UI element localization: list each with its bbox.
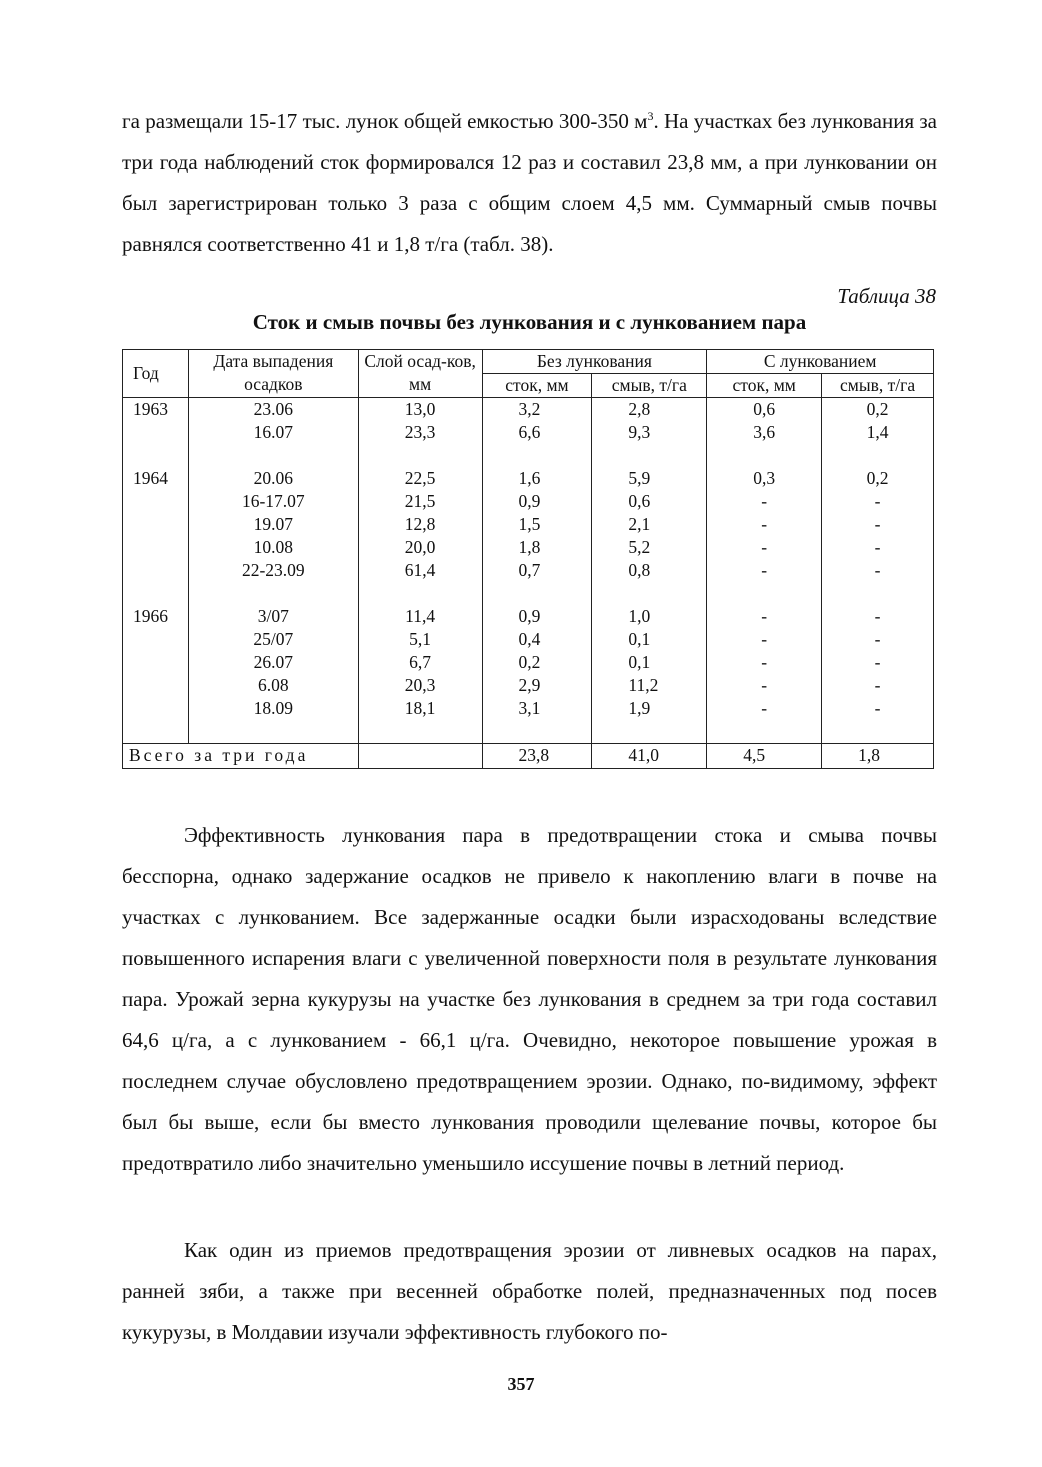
- superscript-3: 3: [647, 109, 654, 123]
- cell-date: 20.06: [188, 467, 358, 490]
- total-layer: [358, 744, 482, 769]
- cell-year: [123, 628, 189, 651]
- spacer-cell: [482, 720, 592, 744]
- spacer-cell: [123, 444, 189, 467]
- cell-washout-without: 2,8: [592, 398, 707, 422]
- cell-runoff-without: 1,6: [482, 467, 592, 490]
- spacer-cell: [358, 582, 482, 605]
- total-runoff-with: 4,5: [707, 744, 822, 769]
- cell-runoff-with: 0,3: [707, 467, 822, 490]
- spacer-row: [123, 444, 934, 467]
- spacer-cell: [358, 444, 482, 467]
- table-row: [123, 559, 934, 582]
- paragraph-methods: Как один из приемов предотвращения эрозии от ливневых осадков на парах, ранней зяби, а также при весенней обработке полей, предназначенных под посев кукурузы, в Молдавии изучали эффективность глубокого по-: [122, 1238, 937, 1344]
- cell-runoff-without: 1,5: [482, 513, 592, 536]
- cell-runoff-without: 0,9: [482, 605, 592, 628]
- cell-runoff-without: 0,9: [482, 490, 592, 513]
- header-without: Без лункования: [482, 350, 707, 374]
- spacer-cell: [592, 720, 707, 744]
- cell-runoff-with: -: [707, 628, 822, 651]
- cell-washout-without: 5,2: [592, 536, 707, 559]
- cell-layer: 20,3: [358, 674, 482, 697]
- table-row: [123, 674, 934, 697]
- cell-runoff-without: 0,7: [482, 559, 592, 582]
- spacer-cell: [358, 720, 482, 744]
- paragraph-effectiveness: Эффективность лункования пара в предотвращении стока и смыва почвы бесспорна, однако задержание осадков не привело к накоплению влаги в почве на участках с лункованием. Все задержанные осадки были израсходованы вследствие повышенного испарения влаги с увеличенной поверхности поля в результате лункования пара. Урожай зерна кукурузы на участке без лункования в среднем за три года составил 64,6 ц/га, а с лункованием - 66,1 ц/га. Очевидно, некоторое повышение урожая в последнем случае обусловлено предотвращением эрозии. Однако, по-видимому, эффект был бы выше, если бы вместо лункования проводили щелевание почвы, которое бы предотвратило либо значительно уменьшило иссушение почвы в летний период.: [122, 823, 937, 1175]
- cell-year: [123, 536, 189, 559]
- spacer-cell: [707, 582, 822, 605]
- cell-date: 25/07: [188, 628, 358, 651]
- cell-runoff-without: 0,4: [482, 628, 592, 651]
- cell-layer: 6,7: [358, 651, 482, 674]
- cell-washout-with: -: [822, 628, 934, 651]
- paragraph-intro-text-cont: . На участках без лункования за три года наблюдений сток формировался 12 раз и составил 23,8 мм, а при лунковании он был зарегистрирован только 3 раза с общим слоем 4,5 мм. Суммарный смыв почвы равнялся соответственно 41 и 1,8 т/га (табл. 38).: [122, 109, 937, 256]
- spacer-cell: [822, 444, 934, 467]
- cell-runoff-with: -: [707, 536, 822, 559]
- cell-washout-without: 2,1: [592, 513, 707, 536]
- spacer-cell: [482, 582, 592, 605]
- cell-year: [123, 674, 189, 697]
- cell-date: 6.08: [188, 674, 358, 697]
- cell-runoff-without: 2,9: [482, 674, 592, 697]
- cell-runoff-with: -: [707, 651, 822, 674]
- cell-washout-without: 0,1: [592, 628, 707, 651]
- table-row: [123, 467, 934, 490]
- cell-year: [123, 490, 189, 513]
- total-label: Всего за три года: [123, 744, 359, 769]
- header-with: С лункованием: [707, 350, 934, 374]
- cell-washout-without: 9,3: [592, 421, 707, 444]
- header-layer: Слой осад-ков, мм: [358, 350, 482, 398]
- cell-layer: 21,5: [358, 490, 482, 513]
- header-washout-without: смыв, т/га: [592, 374, 707, 398]
- cell-date: 23.06: [188, 398, 358, 422]
- data-table: [122, 349, 934, 769]
- spacer-cell: [707, 444, 822, 467]
- table-caption: Таблица 38: [837, 284, 936, 308]
- cell-runoff-with: -: [707, 697, 822, 720]
- header-runoff-without: сток, мм: [482, 374, 592, 398]
- cell-washout-without: 0,8: [592, 559, 707, 582]
- spacer-row: [123, 720, 934, 744]
- cell-washout-without: 11,2: [592, 674, 707, 697]
- cell-date: 16.07: [188, 421, 358, 444]
- cell-washout-with: -: [822, 697, 934, 720]
- cell-washout-with: -: [822, 605, 934, 628]
- spacer-cell: [188, 582, 358, 605]
- cell-runoff-with: -: [707, 490, 822, 513]
- cell-year: 1963: [123, 398, 189, 422]
- cell-layer: 20,0: [358, 536, 482, 559]
- cell-washout-with: -: [822, 651, 934, 674]
- cell-runoff-with: 3,6: [707, 421, 822, 444]
- cell-runoff-without: 1,8: [482, 536, 592, 559]
- cell-year: 1966: [123, 605, 189, 628]
- spacer-cell: [822, 582, 934, 605]
- cell-runoff-with: -: [707, 513, 822, 536]
- spacer-cell: [188, 720, 358, 744]
- cell-year: 1964: [123, 467, 189, 490]
- spacer-cell: [822, 720, 934, 744]
- cell-runoff-with: -: [707, 674, 822, 697]
- header-year: Год: [123, 350, 189, 398]
- cell-washout-with: 1,4: [822, 421, 934, 444]
- total-washout-without: 41,0: [592, 744, 707, 769]
- table-row: [123, 536, 934, 559]
- total-runoff-without: 23,8: [482, 744, 592, 769]
- cell-washout-without: 0,1: [592, 651, 707, 674]
- total-washout-with: 1,8: [822, 744, 934, 769]
- table-body: [123, 398, 934, 744]
- cell-year: [123, 513, 189, 536]
- cell-washout-with: -: [822, 490, 934, 513]
- cell-layer: 23,3: [358, 421, 482, 444]
- spacer-row: [123, 582, 934, 605]
- header-date: Дата выпадения осадков: [188, 350, 358, 398]
- cell-layer: 61,4: [358, 559, 482, 582]
- spacer-cell: [592, 444, 707, 467]
- cell-runoff-without: 0,2: [482, 651, 592, 674]
- cell-date: 3/07: [188, 605, 358, 628]
- table-row: [123, 628, 934, 651]
- paragraph-intro-text: га размещали 15-17 тыс. лунок общей емкостью 300-350 м: [122, 109, 648, 133]
- cell-washout-with: -: [822, 559, 934, 582]
- cell-washout-without: 1,0: [592, 605, 707, 628]
- cell-layer: 13,0: [358, 398, 482, 422]
- cell-washout-with: -: [822, 536, 934, 559]
- header-washout-with: смыв, т/га: [822, 374, 934, 398]
- cell-layer: 22,5: [358, 467, 482, 490]
- cell-date: 16-17.07: [188, 490, 358, 513]
- cell-runoff-with: 0,6: [707, 398, 822, 422]
- cell-layer: 5,1: [358, 628, 482, 651]
- spacer-cell: [482, 444, 592, 467]
- total-row: [123, 744, 934, 769]
- cell-year: [123, 651, 189, 674]
- cell-washout-with: -: [822, 513, 934, 536]
- table-row: [123, 490, 934, 513]
- cell-runoff-without: 6,6: [482, 421, 592, 444]
- cell-runoff-with: -: [707, 605, 822, 628]
- table-row: [123, 398, 934, 422]
- spacer-cell: [123, 582, 189, 605]
- cell-date: 18.09: [188, 697, 358, 720]
- cell-washout-with: -: [822, 674, 934, 697]
- cell-washout-without: 5,9: [592, 467, 707, 490]
- cell-runoff-without: 3,1: [482, 697, 592, 720]
- page-number: 357: [507, 1374, 535, 1394]
- table-row: [123, 605, 934, 628]
- cell-date: 19.07: [188, 513, 358, 536]
- cell-layer: 18,1: [358, 697, 482, 720]
- cell-runoff-without: 3,2: [482, 398, 592, 422]
- cell-layer: 11,4: [358, 605, 482, 628]
- spacer-cell: [592, 582, 707, 605]
- table-row: [123, 651, 934, 674]
- spacer-cell: [707, 720, 822, 744]
- paragraph-intro: [122, 96, 937, 265]
- table-row: [123, 513, 934, 536]
- cell-date: 10.08: [188, 536, 358, 559]
- table-row: [123, 697, 934, 720]
- table-row: [123, 421, 934, 444]
- cell-date: 26.07: [188, 651, 358, 674]
- spacer-cell: [188, 444, 358, 467]
- cell-washout-without: 1,9: [592, 697, 707, 720]
- cell-year: [123, 697, 189, 720]
- table-title: Сток и смыв почвы без лункования и с лункованием пара: [252, 310, 807, 334]
- header-runoff-with: сток, мм: [707, 374, 822, 398]
- cell-year: [123, 421, 189, 444]
- spacer-cell: [123, 720, 189, 744]
- cell-date: 22-23.09: [188, 559, 358, 582]
- cell-washout-without: 0,6: [592, 490, 707, 513]
- cell-layer: 12,8: [358, 513, 482, 536]
- cell-runoff-with: -: [707, 559, 822, 582]
- cell-year: [123, 559, 189, 582]
- cell-washout-with: 0,2: [822, 467, 934, 490]
- cell-washout-with: 0,2: [822, 398, 934, 422]
